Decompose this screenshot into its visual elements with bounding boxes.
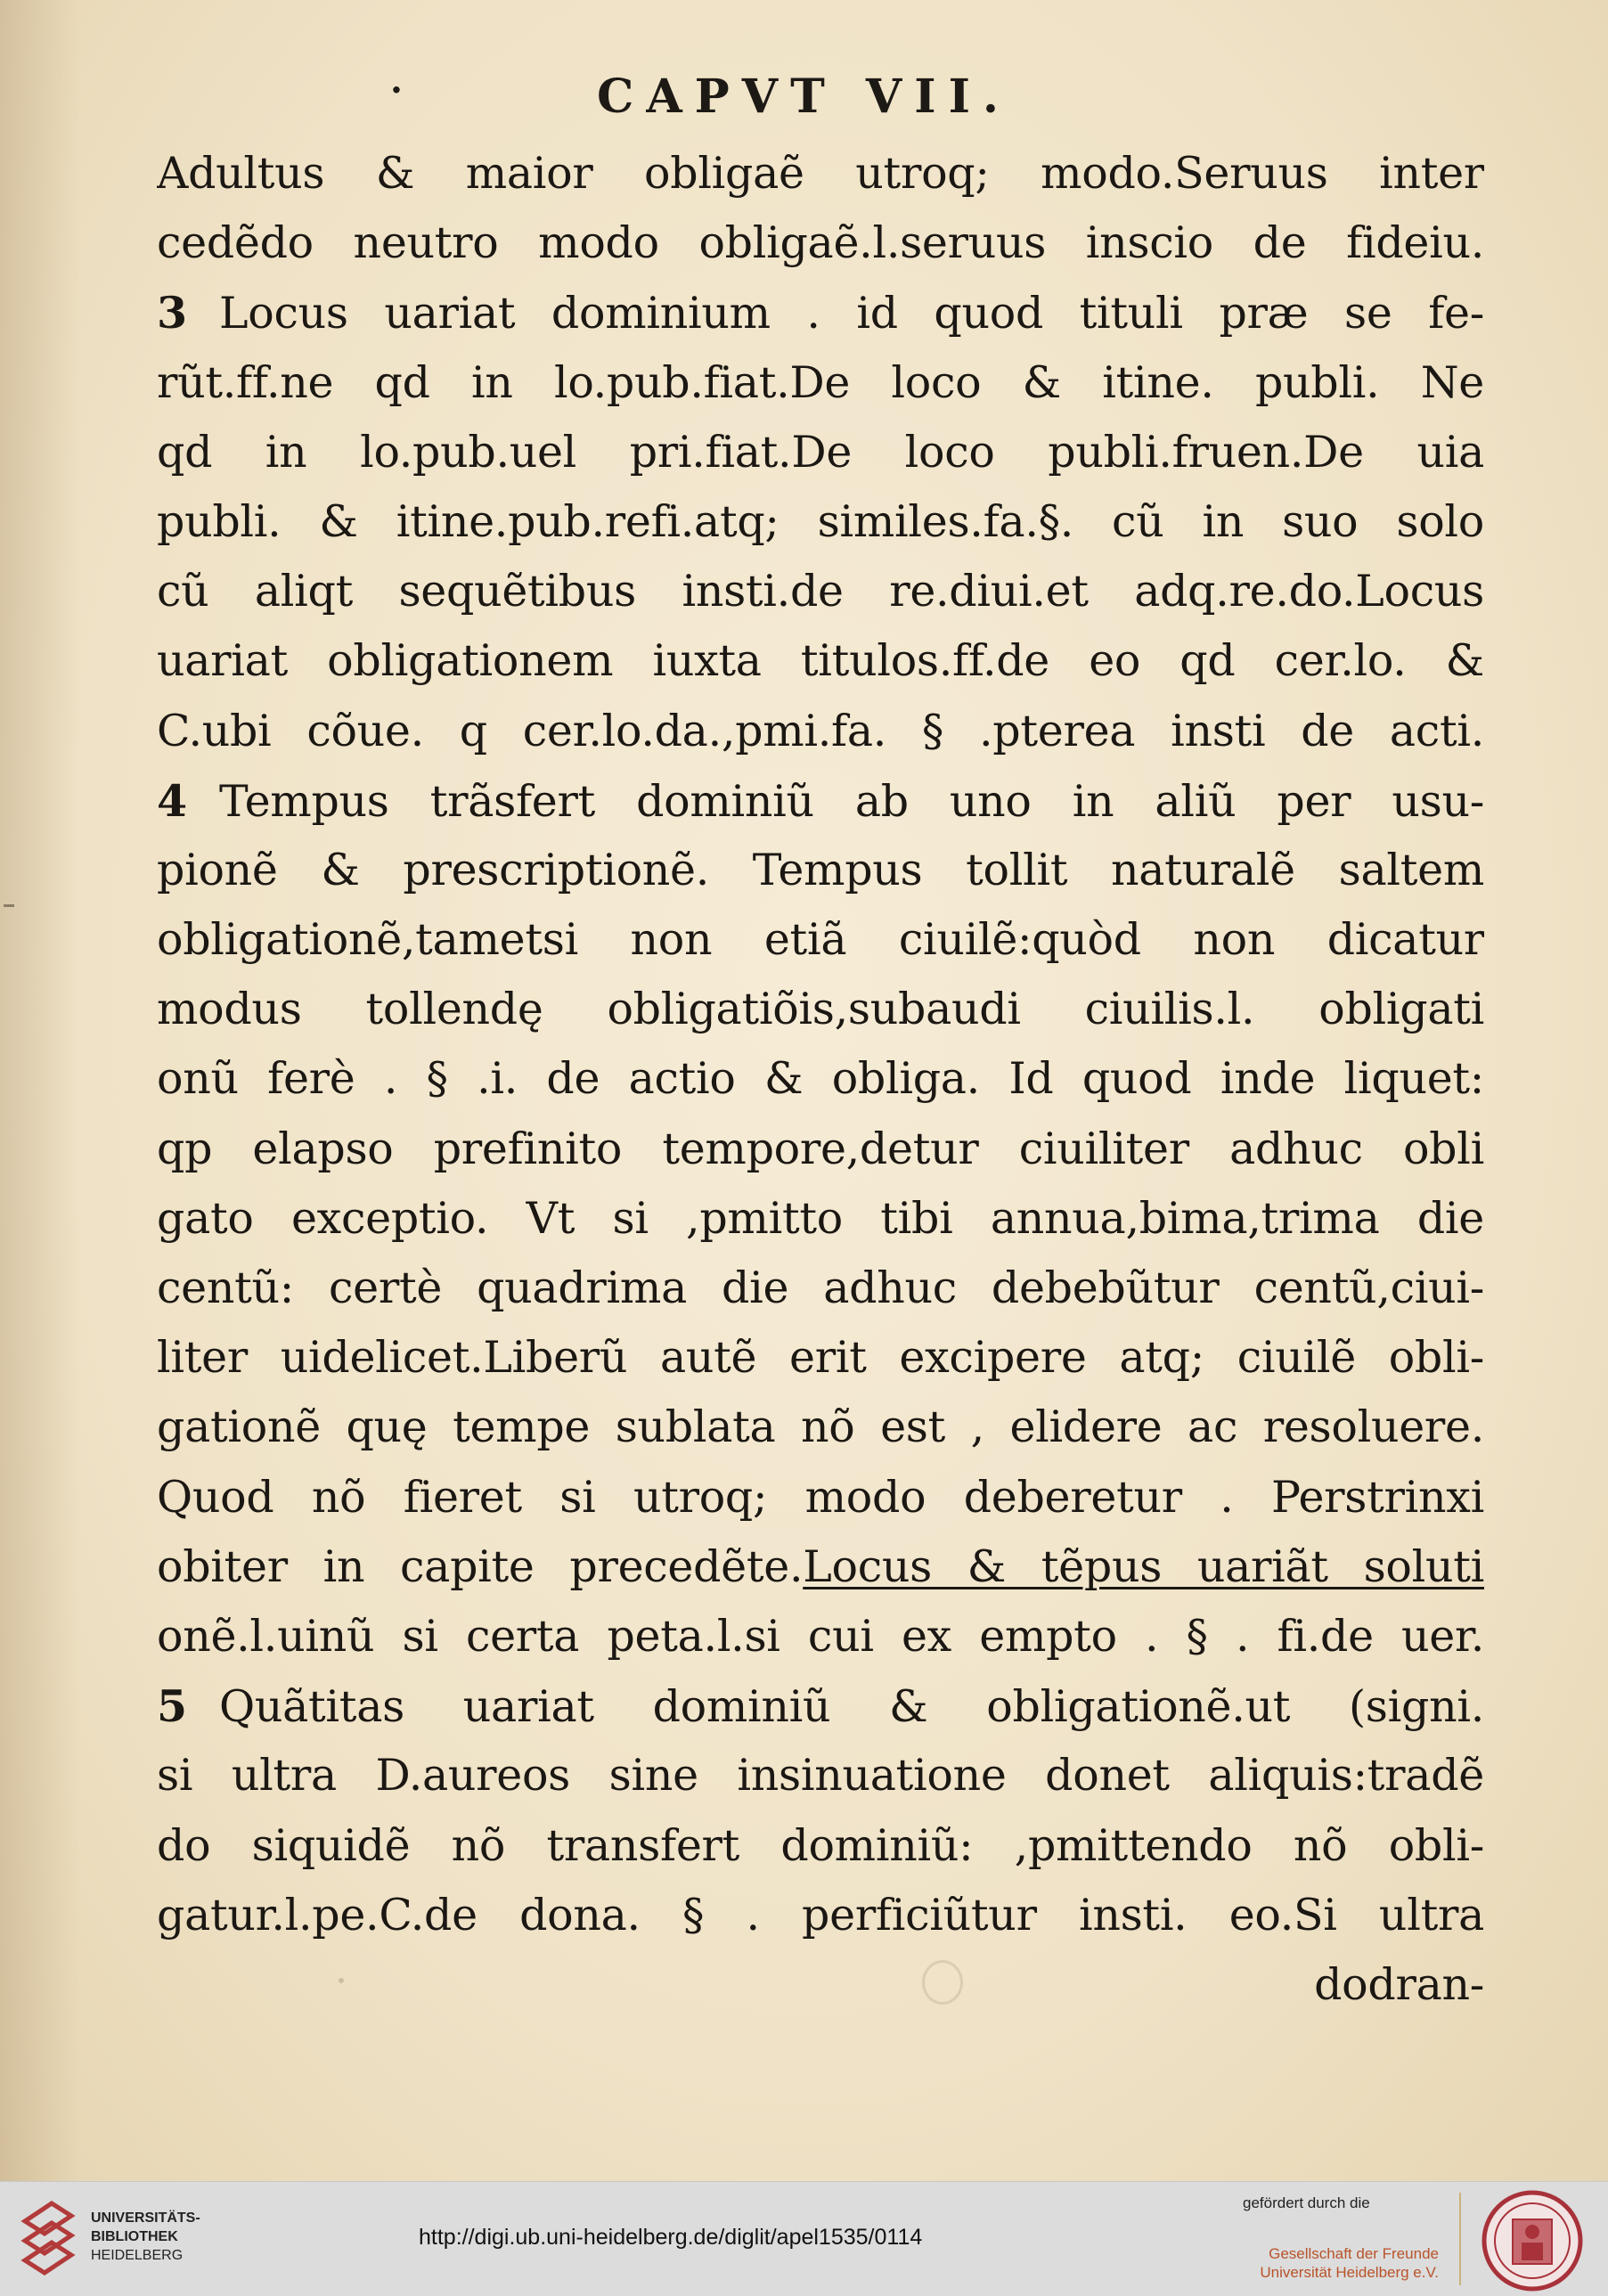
university-library-logo-icon (18, 2194, 80, 2284)
footer-divider (1459, 2193, 1461, 2285)
text-line (157, 1671, 1484, 1741)
line-text: rũt.ff.ne qd in lo.pub.fiat.De loco & itine. publi. Ne (157, 356, 1484, 408)
text-line (157, 766, 1484, 836)
bleed-through-mark (922, 1960, 963, 2005)
line-text: cũ aliqt sequẽtibus insti.de re.diui.et adq.re.do.Locus (157, 566, 1484, 617)
university-name-line-3: HEIDELBERG (91, 2248, 184, 2263)
text-line (157, 557, 1484, 626)
text-line (157, 1044, 1484, 1114)
line-text: cedẽdo neutro modo obligaẽ.l.seruus inscio de fideiu. (157, 217, 1484, 269)
text-line (157, 208, 1484, 278)
text-line (157, 1881, 1484, 1950)
text-line (157, 1811, 1484, 1881)
text-line (157, 278, 1484, 347)
line-text: Locus uariat dominium . id quod tituli præ se fe- (219, 288, 1484, 339)
text-line (157, 1393, 1484, 1462)
text-line (157, 1323, 1484, 1393)
section-number: 3 (157, 287, 187, 339)
line-text: onẽ.l.uinũ si certa peta.l.si cui ex empto . § . fi.de uer. (157, 1610, 1484, 1662)
line-text: centũ: certè quadrima die adhuc debebũtur centũ,ciui- (157, 1262, 1484, 1313)
society-name (1243, 2244, 1439, 2282)
head-dot: · (390, 69, 415, 111)
text-line (157, 1532, 1484, 1602)
text-block (157, 139, 1484, 2020)
line-text: Quãtitas uariat dominiũ & obligationẽ.ut (signi. (219, 1681, 1484, 1733)
text-line (157, 348, 1484, 418)
section-number: 4 (157, 774, 187, 827)
line-text: pionẽ & prescriptionẽ. Tempus tollit naturalẽ saltem (157, 844, 1484, 895)
university-name-line-2: BIBLIOTHEK (91, 2229, 178, 2244)
bleed-through-dot (339, 1978, 344, 1983)
line-text: dodran- (1314, 1958, 1484, 2010)
text-line (157, 1254, 1484, 1323)
line-text: si ultra D.aureos sine insinuatione donet aliquis:tradẽ (157, 1750, 1484, 1802)
text-line (157, 1741, 1484, 1810)
line-text: obiter in capite precedẽte. (157, 1540, 804, 1592)
text-line (157, 139, 1484, 208)
line-text: gatur.l.pe.C.de dona. § . perficiũtur insti. eo.Si ultra (157, 1889, 1484, 1941)
university-name (91, 2209, 224, 2265)
text-line (157, 1463, 1484, 1532)
underlined-text: Locus & tẽpus uariãt soluti (803, 1540, 1484, 1592)
section-number: 5 (157, 1680, 187, 1733)
line-text: onũ ferè . § .i. de actio & obliga. Id quod inde liquet: (157, 1053, 1484, 1105)
text-line (157, 626, 1484, 696)
line-text: Adultus & maior obligaẽ utroq; modo.Seruus inter (157, 148, 1484, 199)
society-name-line-1: Gesellschaft der Freunde (1269, 2245, 1439, 2262)
text-line (157, 1950, 1484, 2020)
society-name-line-2: Universität Heidelberg e.V. (1260, 2264, 1439, 2281)
funded-by-label: gefördert durch die (1243, 2194, 1370, 2211)
text-line (157, 487, 1484, 557)
running-head-text: CAPVT VII. (596, 69, 1012, 124)
line-text: gationẽ quę tempe sublata nõ est , elidere ac resoluere. (157, 1401, 1484, 1453)
line-text: qp elapso prefinito tempore,detur ciuiliter adhuc obli (157, 1123, 1484, 1174)
line-text: modus tollendę obligatiõis,subaudi ciuilis.l. obligati (157, 984, 1484, 1035)
text-line (157, 697, 1484, 766)
text-line (157, 418, 1484, 487)
text-line (157, 836, 1484, 905)
line-text: qd in lo.pub.uel pri.fiat.De loco publi.fruen.De uia (157, 426, 1484, 478)
line-text: C.ubi cõue. q cer.lo.da.,pmi.fa. § .pterea insti de acti. (157, 705, 1484, 756)
text-line (157, 975, 1484, 1044)
permalink-url[interactable]: http://digi.ub.uni-heidelberg.de/diglit/apel1535/0114 (419, 2225, 923, 2250)
text-line (157, 1602, 1484, 1671)
line-text: gato exceptio. Vt si ,pmitto tibi annua,bima,trima die (157, 1192, 1484, 1244)
line-text: liter uidelicet.Liberũ autẽ erit excipere atq; ciuilẽ obli- (157, 1332, 1484, 1384)
text-line (157, 905, 1484, 975)
line-text: Tempus trãsfert dominiũ ab uno in aliũ per usu- (219, 775, 1484, 827)
text-line (157, 1115, 1484, 1184)
line-text: Quod nõ fieret si utroq; modo deberetur . Perstrinxi (157, 1471, 1484, 1523)
line-text: uariat obligationem iuxta titulos.ff.de eo qd cer.lo. & (157, 635, 1484, 687)
page-gutter-shadow (0, 0, 80, 2181)
line-text: publi. & itine.pub.refi.atq; similes.fa.§. cũ in suo solo (157, 495, 1484, 547)
text-line (157, 1184, 1484, 1254)
running-head (0, 69, 1608, 124)
line-text: do siquidẽ nõ transfert dominiũ: ,pmittendo nõ obli- (157, 1819, 1484, 1871)
footer-bar (0, 2181, 1608, 2296)
university-seal-icon (1481, 2189, 1584, 2292)
line-text: obligationẽ,tametsi non etiã ciuilẽ:quòd non dicatur (157, 914, 1484, 966)
university-name-line-1: UNIVERSITÄTS- (91, 2210, 200, 2226)
margin-mark (4, 904, 14, 907)
